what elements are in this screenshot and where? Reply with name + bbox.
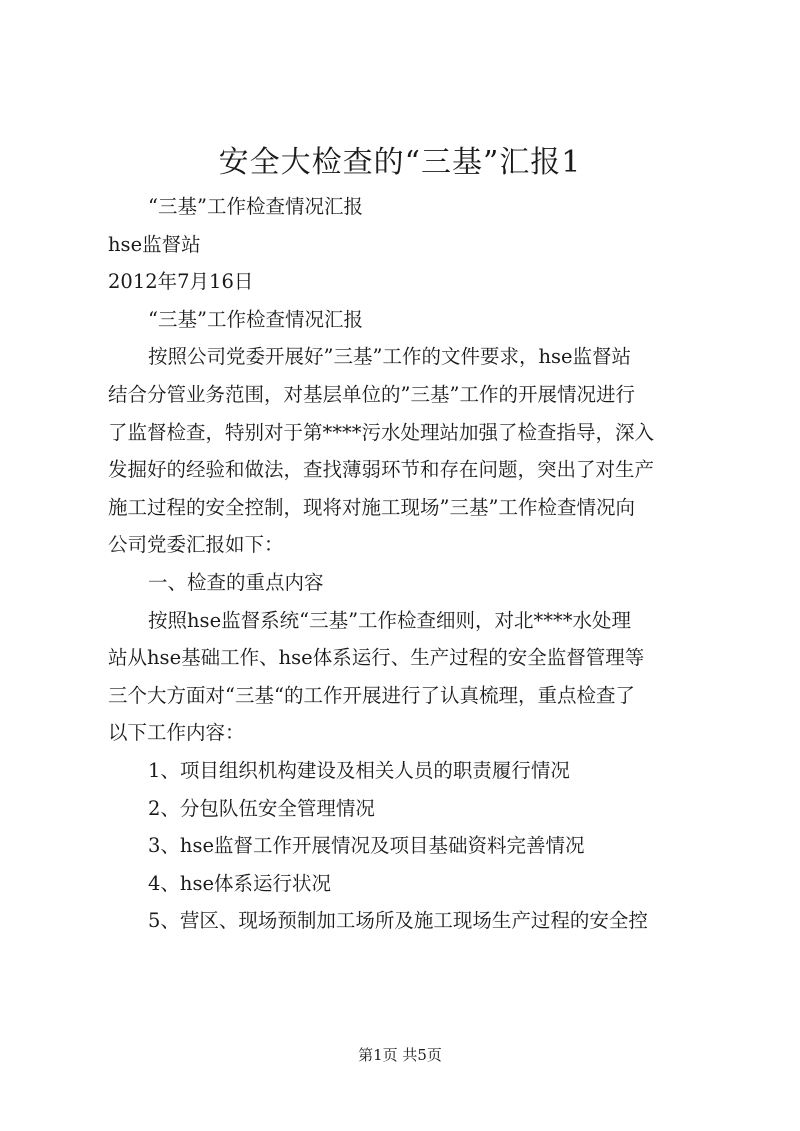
list-item: 5、营区、现场预制加工场所及施工现场生产过程的安全控 <box>148 909 648 933</box>
heading-line: hse监督站 <box>108 232 201 256</box>
heading-line: “三基”工作检查情况汇报 <box>148 307 363 331</box>
paragraph-line: 按照公司党委开展好”三基”工作的文件要求，hse监督站 <box>148 345 632 369</box>
document-body <box>108 188 708 940</box>
item-list <box>108 752 708 940</box>
paragraph-line: 按照hse监督系统“三基”工作检查细则，对北****水处理 <box>148 608 632 632</box>
document-title: 安全大检查的“三基”汇报1 <box>218 145 582 180</box>
heading-line: 2012年7月16日 <box>108 270 254 294</box>
paragraph-line: 了监督检查，特别对于第****污水处理站加强了检查指导，深入 <box>108 420 655 444</box>
paragraph-line: 以下工作内容： <box>108 721 245 745</box>
paragraph-1 <box>108 338 708 564</box>
paragraph-2 <box>108 602 708 752</box>
heading-line: “三基”工作检查情况汇报 <box>148 195 363 218</box>
list-item: 1、项目组织机构建设及相关人员的职责履行情况 <box>148 758 570 782</box>
paragraph-line: 施工过程的安全控制，现将对施工现场”三基”工作检查情况向 <box>108 495 635 519</box>
list-item: 3、hse监督工作开展情况及项目基础资料完善情况 <box>148 834 585 858</box>
list-item: 2、分包队伍安全管理情况 <box>148 796 375 820</box>
paragraph-line: 公司党委汇报如下： <box>108 533 284 557</box>
paragraph-line: 三个大方面对“三基“的工作开展进行了认真梳理，重点检查了 <box>108 683 635 707</box>
list-item: 4、hse体系运行状况 <box>148 871 332 895</box>
section-heading: 一、检查的重点内容 <box>148 570 324 594</box>
paragraph-line: 站从hse基础工作、hse体系运行、生产过程的安全监督管理等 <box>108 646 645 670</box>
page-indicator: 第1页 共5页 <box>358 1046 442 1064</box>
paragraph-line: 发掘好的经验和做法，查找薄弱环节和存在问题，突出了对生产 <box>108 458 655 482</box>
paragraph-line: 结合分管业务范围，对基层单位的”三基”工作的开展情况进行 <box>108 382 635 406</box>
